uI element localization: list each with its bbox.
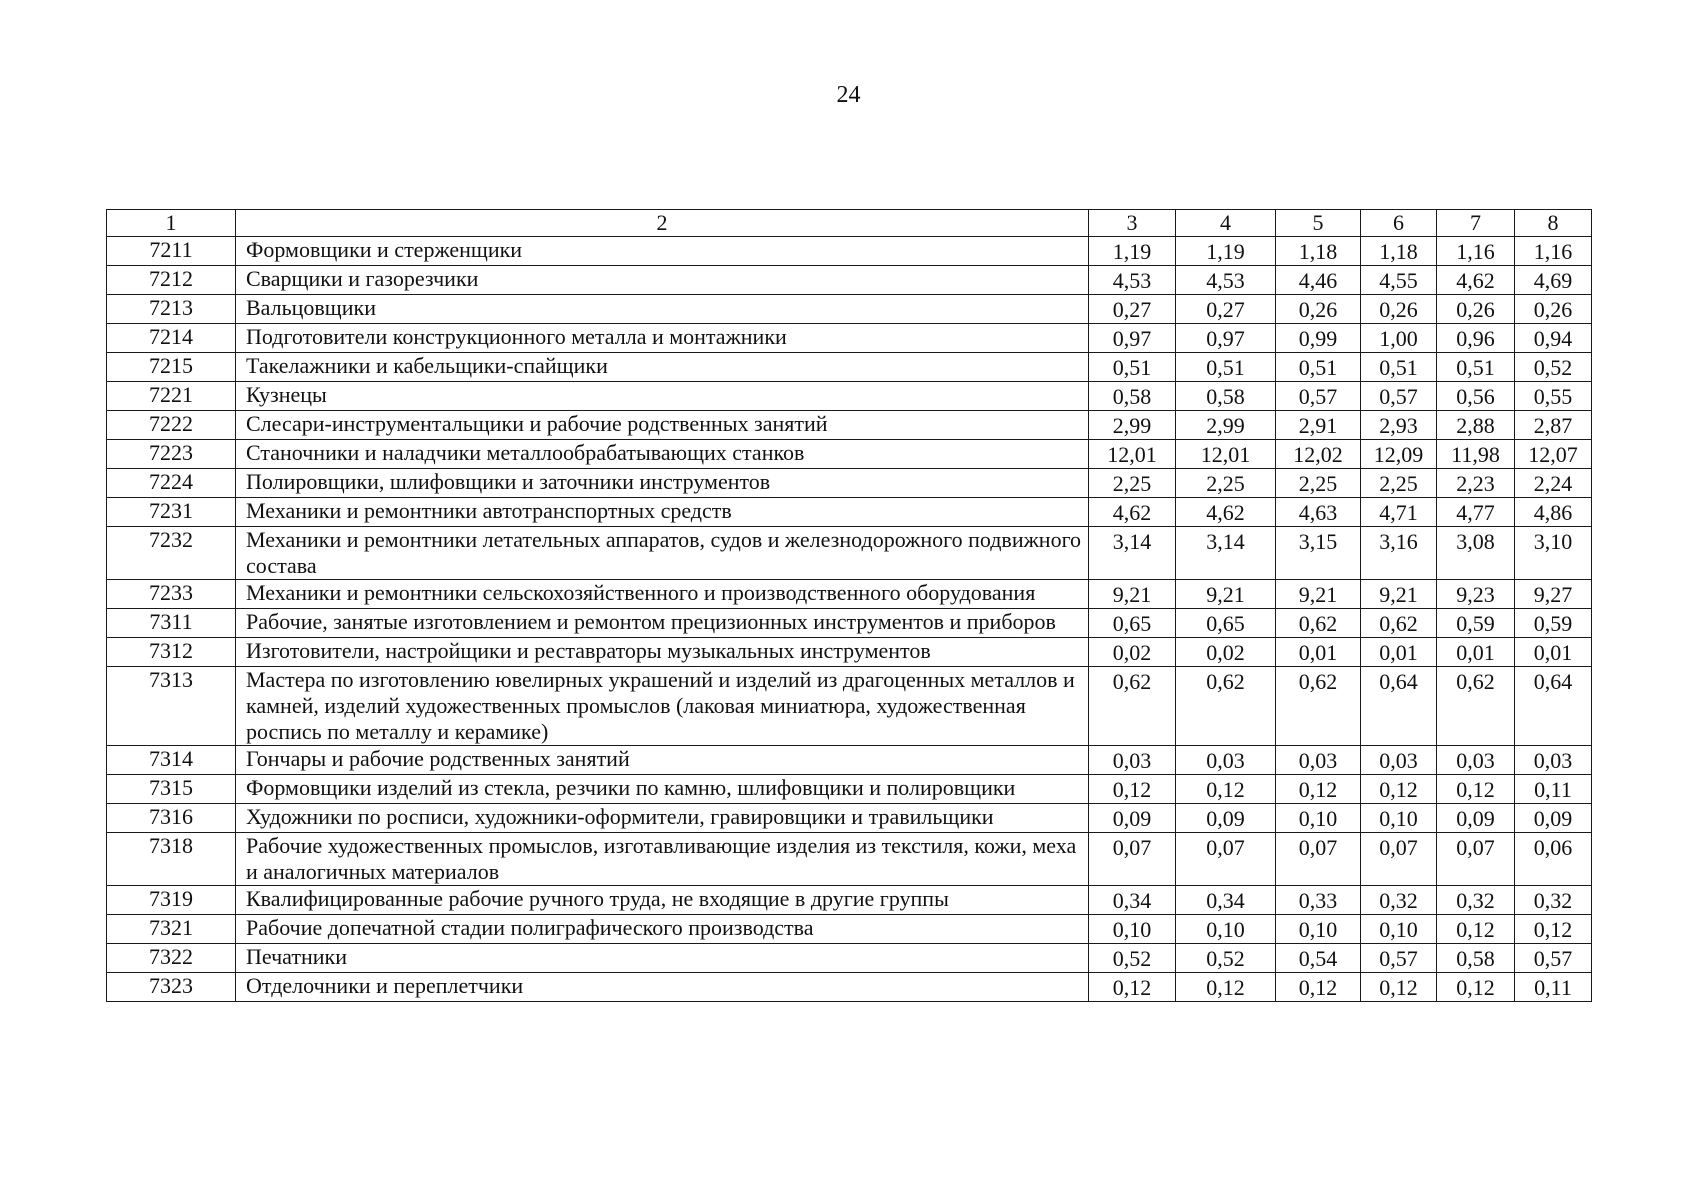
value-cell-col-5: 3,15: [1276, 527, 1361, 580]
value-cell-col-4: 0,12: [1176, 775, 1276, 804]
table-row: [107, 440, 1592, 469]
value-cell-col-4: 0,97: [1176, 324, 1276, 353]
value-cell-col-6: 0,32: [1361, 886, 1437, 915]
table-row: [107, 527, 1592, 580]
occupation-code: 7231: [107, 498, 236, 527]
value-cell-col-6: 0,57: [1361, 382, 1437, 411]
value-cell-col-6: 0,03: [1361, 746, 1437, 775]
table-body: [107, 210, 1592, 1002]
table-row: [107, 915, 1592, 944]
table-row: [107, 667, 1592, 746]
value-cell-col-6: 0,01: [1361, 638, 1437, 667]
value-cell-col-3: 0,62: [1089, 667, 1176, 746]
column-header: 5: [1276, 210, 1361, 237]
occupation-name: Художники по росписи, художники-оформители, гравировщики и травильщики: [236, 804, 1089, 833]
value-cell-col-8: 12,07: [1515, 440, 1592, 469]
occupation-table: [106, 209, 1592, 1002]
value-cell-col-4: 0,52: [1176, 944, 1276, 973]
value-cell-col-6: 0,62: [1361, 609, 1437, 638]
table-row: [107, 609, 1592, 638]
value-cell-col-3: 0,52: [1089, 944, 1176, 973]
value-cell-col-7: 0,12: [1437, 973, 1515, 1002]
value-cell-col-4: 1,19: [1176, 237, 1276, 266]
value-cell-col-5: 0,10: [1276, 915, 1361, 944]
occupation-code: 7213: [107, 295, 236, 324]
value-cell-col-5: 0,62: [1276, 609, 1361, 638]
value-cell-col-8: 0,11: [1515, 775, 1592, 804]
value-cell-col-6: 1,00: [1361, 324, 1437, 353]
value-cell-col-4: 0,09: [1176, 804, 1276, 833]
value-cell-col-3: 1,19: [1089, 237, 1176, 266]
column-header: 4: [1176, 210, 1276, 237]
table-row: [107, 295, 1592, 324]
value-cell-col-3: 0,02: [1089, 638, 1176, 667]
occupation-name: Рабочие допечатной стадии полиграфического производства: [236, 915, 1089, 944]
value-cell-col-6: 2,25: [1361, 469, 1437, 498]
value-cell-col-6: 0,12: [1361, 775, 1437, 804]
value-cell-col-4: 9,21: [1176, 580, 1276, 609]
value-cell-col-3: 12,01: [1089, 440, 1176, 469]
value-cell-col-5: 0,57: [1276, 382, 1361, 411]
value-cell-col-7: 0,59: [1437, 609, 1515, 638]
occupation-code: 7215: [107, 353, 236, 382]
value-cell-col-5: 12,02: [1276, 440, 1361, 469]
value-cell-col-7: 4,62: [1437, 266, 1515, 295]
value-cell-col-7: 0,01: [1437, 638, 1515, 667]
value-cell-col-7: 0,56: [1437, 382, 1515, 411]
value-cell-col-7: 3,08: [1437, 527, 1515, 580]
value-cell-col-3: 2,25: [1089, 469, 1176, 498]
value-cell-col-4: 0,07: [1176, 833, 1276, 886]
value-cell-col-4: 0,65: [1176, 609, 1276, 638]
value-cell-col-8: 9,27: [1515, 580, 1592, 609]
value-cell-col-4: 0,62: [1176, 667, 1276, 746]
occupation-code: 7233: [107, 580, 236, 609]
occupation-name: Вальцовщики: [236, 295, 1089, 324]
occupation-code: 7214: [107, 324, 236, 353]
value-cell-col-4: 4,62: [1176, 498, 1276, 527]
occupation-name: Формовщики изделий из стекла, резчики по камню, шлифовщики и полировщики: [236, 775, 1089, 804]
occupation-name: Кузнецы: [236, 382, 1089, 411]
value-cell-col-8: 0,09: [1515, 804, 1592, 833]
value-cell-col-4: 0,58: [1176, 382, 1276, 411]
value-cell-col-7: 0,58: [1437, 944, 1515, 973]
value-cell-col-3: 0,58: [1089, 382, 1176, 411]
value-cell-col-8: 4,86: [1515, 498, 1592, 527]
value-cell-col-3: 0,65: [1089, 609, 1176, 638]
value-cell-col-7: 0,96: [1437, 324, 1515, 353]
occupation-name: Механики и ремонтники сельскохозяйственного и производственного оборудования: [236, 580, 1089, 609]
occupation-name: Печатники: [236, 944, 1089, 973]
value-cell-col-4: 0,03: [1176, 746, 1276, 775]
occupation-name: Станочники и наладчики металлообрабатывающих станков: [236, 440, 1089, 469]
value-cell-col-7: 0,26: [1437, 295, 1515, 324]
occupation-name: Подготовители конструкционного металла и монтажники: [236, 324, 1089, 353]
table-row: [107, 498, 1592, 527]
occupation-code: 7313: [107, 667, 236, 746]
occupation-code: 7314: [107, 746, 236, 775]
value-cell-col-3: 0,09: [1089, 804, 1176, 833]
value-cell-col-5: 0,03: [1276, 746, 1361, 775]
table-row: [107, 324, 1592, 353]
table-row: [107, 638, 1592, 667]
occupation-code: 7222: [107, 411, 236, 440]
value-cell-col-6: 0,64: [1361, 667, 1437, 746]
value-cell-col-6: 0,12: [1361, 973, 1437, 1002]
value-cell-col-8: 4,69: [1515, 266, 1592, 295]
value-cell-col-3: 0,03: [1089, 746, 1176, 775]
value-cell-col-5: 4,46: [1276, 266, 1361, 295]
value-cell-col-8: 0,57: [1515, 944, 1592, 973]
occupation-name: Механики и ремонтники автотранспортных средств: [236, 498, 1089, 527]
column-header: 2: [236, 210, 1089, 237]
table-row: [107, 746, 1592, 775]
value-cell-col-5: 0,10: [1276, 804, 1361, 833]
occupation-name: Рабочие художественных промыслов, изготавливающие изделия из текстиля, кожи, меха и аналогичных материалов: [236, 833, 1089, 886]
table-row: [107, 804, 1592, 833]
value-cell-col-5: 0,33: [1276, 886, 1361, 915]
value-cell-col-3: 2,99: [1089, 411, 1176, 440]
value-cell-col-7: 0,32: [1437, 886, 1515, 915]
occupation-code: 7322: [107, 944, 236, 973]
value-cell-col-5: 2,25: [1276, 469, 1361, 498]
value-cell-col-6: 1,18: [1361, 237, 1437, 266]
value-cell-col-6: 0,51: [1361, 353, 1437, 382]
value-cell-col-5: 2,91: [1276, 411, 1361, 440]
value-cell-col-8: 0,11: [1515, 973, 1592, 1002]
table-row: [107, 469, 1592, 498]
value-cell-col-5: 0,12: [1276, 973, 1361, 1002]
value-cell-col-8: 0,64: [1515, 667, 1592, 746]
column-header: 1: [107, 210, 236, 237]
value-cell-col-5: 0,54: [1276, 944, 1361, 973]
value-cell-col-8: 0,59: [1515, 609, 1592, 638]
value-cell-col-6: 0,10: [1361, 804, 1437, 833]
value-cell-col-8: 3,10: [1515, 527, 1592, 580]
table-row: [107, 973, 1592, 1002]
value-cell-col-3: 0,10: [1089, 915, 1176, 944]
value-cell-col-5: 0,01: [1276, 638, 1361, 667]
value-cell-col-5: 0,12: [1276, 775, 1361, 804]
occupation-name: Сварщики и газорезчики: [236, 266, 1089, 295]
value-cell-col-6: 0,57: [1361, 944, 1437, 973]
value-cell-col-8: 0,26: [1515, 295, 1592, 324]
occupation-code: 7232: [107, 527, 236, 580]
value-cell-col-7: 0,03: [1437, 746, 1515, 775]
value-cell-col-7: 0,62: [1437, 667, 1515, 746]
value-cell-col-3: 0,12: [1089, 973, 1176, 1002]
table-row: [107, 382, 1592, 411]
value-cell-col-7: 0,07: [1437, 833, 1515, 886]
value-cell-col-3: 0,07: [1089, 833, 1176, 886]
value-cell-col-3: 0,12: [1089, 775, 1176, 804]
occupation-name: Отделочники и переплетчики: [236, 973, 1089, 1002]
value-cell-col-3: 9,21: [1089, 580, 1176, 609]
occupation-code: 7321: [107, 915, 236, 944]
value-cell-col-8: 0,32: [1515, 886, 1592, 915]
value-cell-col-6: 12,09: [1361, 440, 1437, 469]
value-cell-col-6: 3,16: [1361, 527, 1437, 580]
value-cell-col-7: 2,23: [1437, 469, 1515, 498]
table-row: [107, 944, 1592, 973]
value-cell-col-5: 0,62: [1276, 667, 1361, 746]
value-cell-col-5: 0,51: [1276, 353, 1361, 382]
value-cell-col-8: 2,87: [1515, 411, 1592, 440]
occupation-code: 7318: [107, 833, 236, 886]
value-cell-col-4: 4,53: [1176, 266, 1276, 295]
occupation-name: Полировщики, шлифовщики и заточники инструментов: [236, 469, 1089, 498]
value-cell-col-6: 0,10: [1361, 915, 1437, 944]
occupation-code: 7224: [107, 469, 236, 498]
occupation-code: 7212: [107, 266, 236, 295]
value-cell-col-7: 0,09: [1437, 804, 1515, 833]
value-cell-col-7: 0,12: [1437, 775, 1515, 804]
value-cell-col-5: 0,99: [1276, 324, 1361, 353]
value-cell-col-6: 9,21: [1361, 580, 1437, 609]
value-cell-col-8: 0,55: [1515, 382, 1592, 411]
value-cell-col-6: 4,71: [1361, 498, 1437, 527]
value-cell-col-8: 2,24: [1515, 469, 1592, 498]
occupation-code: 7312: [107, 638, 236, 667]
value-cell-col-4: 0,02: [1176, 638, 1276, 667]
value-cell-col-4: 0,27: [1176, 295, 1276, 324]
occupation-name: Квалифицированные рабочие ручного труда, не входящие в другие группы: [236, 886, 1089, 915]
value-cell-col-3: 4,53: [1089, 266, 1176, 295]
table-row: [107, 266, 1592, 295]
value-cell-col-7: 1,16: [1437, 237, 1515, 266]
value-cell-col-6: 0,26: [1361, 295, 1437, 324]
occupation-name: Такелажники и кабельщики-спайщики: [236, 353, 1089, 382]
column-header: 6: [1361, 210, 1437, 237]
occupation-name: Гончары и рабочие родственных занятий: [236, 746, 1089, 775]
value-cell-col-4: 0,34: [1176, 886, 1276, 915]
value-cell-col-6: 0,07: [1361, 833, 1437, 886]
occupation-code: 7211: [107, 237, 236, 266]
column-header: 8: [1515, 210, 1592, 237]
column-header: 3: [1089, 210, 1176, 237]
value-cell-col-4: 0,51: [1176, 353, 1276, 382]
value-cell-col-8: 0,01: [1515, 638, 1592, 667]
value-cell-col-3: 3,14: [1089, 527, 1176, 580]
table-row: [107, 833, 1592, 886]
value-cell-col-4: 0,10: [1176, 915, 1276, 944]
value-cell-col-6: 4,55: [1361, 266, 1437, 295]
value-cell-col-8: 0,94: [1515, 324, 1592, 353]
value-cell-col-4: 3,14: [1176, 527, 1276, 580]
occupation-code: 7316: [107, 804, 236, 833]
value-cell-col-7: 4,77: [1437, 498, 1515, 527]
value-cell-col-6: 2,93: [1361, 411, 1437, 440]
value-cell-col-7: 9,23: [1437, 580, 1515, 609]
occupation-code: 7323: [107, 973, 236, 1002]
occupation-code: 7319: [107, 886, 236, 915]
table-row: [107, 411, 1592, 440]
value-cell-col-3: 0,97: [1089, 324, 1176, 353]
table-row: [107, 580, 1592, 609]
value-cell-col-7: 2,88: [1437, 411, 1515, 440]
value-cell-col-8: 0,06: [1515, 833, 1592, 886]
occupation-code: 7223: [107, 440, 236, 469]
value-cell-col-4: 12,01: [1176, 440, 1276, 469]
value-cell-col-5: 1,18: [1276, 237, 1361, 266]
value-cell-col-3: 0,51: [1089, 353, 1176, 382]
value-cell-col-5: 9,21: [1276, 580, 1361, 609]
value-cell-col-5: 0,26: [1276, 295, 1361, 324]
occupation-code: 7315: [107, 775, 236, 804]
occupation-code: 7221: [107, 382, 236, 411]
occupation-name: Механики и ремонтники летательных аппаратов, судов и железнодорожного подвижного состава: [236, 527, 1089, 580]
value-cell-col-5: 4,63: [1276, 498, 1361, 527]
value-cell-col-8: 1,16: [1515, 237, 1592, 266]
table-row: [107, 353, 1592, 382]
value-cell-col-7: 11,98: [1437, 440, 1515, 469]
value-cell-col-4: 0,12: [1176, 973, 1276, 1002]
occupation-name: Формовщики и стерженщики: [236, 237, 1089, 266]
value-cell-col-3: 0,34: [1089, 886, 1176, 915]
value-cell-col-8: 0,12: [1515, 915, 1592, 944]
value-cell-col-8: 0,03: [1515, 746, 1592, 775]
table-row: [107, 886, 1592, 915]
occupation-code: 7311: [107, 609, 236, 638]
table-row: [107, 775, 1592, 804]
value-cell-col-5: 0,07: [1276, 833, 1361, 886]
table-header-row: [107, 210, 1592, 237]
occupation-name: Мастера по изготовлению ювелирных украшений и изделий из драгоценных металлов и камней, изделий художественных промыслов (лаковая миниатюра, художественная роспись по металлу и керамике): [236, 667, 1089, 746]
value-cell-col-3: 0,27: [1089, 295, 1176, 324]
value-cell-col-8: 0,52: [1515, 353, 1592, 382]
occupation-name: Изготовители, настройщики и реставраторы музыкальных инструментов: [236, 638, 1089, 667]
occupation-name: Рабочие, занятые изготовлением и ремонтом прецизионных инструментов и приборов: [236, 609, 1089, 638]
value-cell-col-4: 2,99: [1176, 411, 1276, 440]
occupation-name: Слесари-инструментальщики и рабочие родственных занятий: [236, 411, 1089, 440]
page-number: 24: [836, 82, 861, 108]
value-cell-col-7: 0,12: [1437, 915, 1515, 944]
value-cell-col-3: 4,62: [1089, 498, 1176, 527]
value-cell-col-7: 0,51: [1437, 353, 1515, 382]
column-header: 7: [1437, 210, 1515, 237]
table-row: [107, 237, 1592, 266]
value-cell-col-4: 2,25: [1176, 469, 1276, 498]
